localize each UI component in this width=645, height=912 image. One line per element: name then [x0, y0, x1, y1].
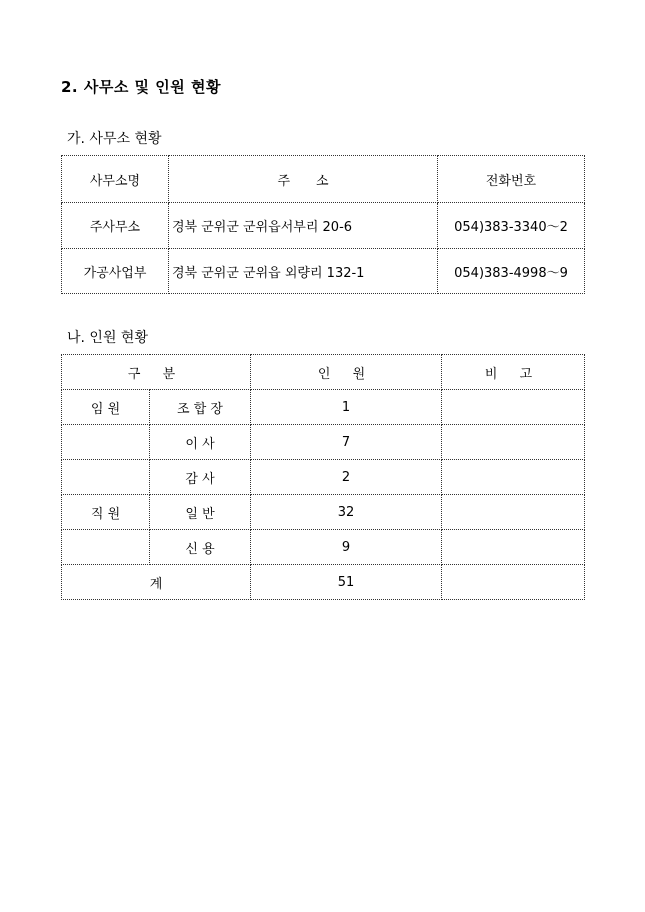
table-row: [62, 495, 585, 530]
office-table-header-row: [62, 156, 585, 203]
header-remark: 비 고: [442, 355, 585, 390]
staff-remark: [442, 460, 585, 495]
header-phone: 전화번호: [438, 156, 585, 203]
group-executive: 임 원: [62, 390, 150, 425]
role-label: 감 사: [150, 460, 251, 495]
group-executive-cont: [62, 460, 150, 495]
total-count: 51: [251, 565, 442, 600]
header-category: 구 분: [62, 355, 251, 390]
staff-count: 2: [251, 460, 442, 495]
table-row: [62, 203, 585, 249]
staff-count: 1: [251, 390, 442, 425]
staff-remark: [442, 530, 585, 565]
office-phone: 054)383-3340～2: [438, 203, 585, 249]
staff-remark: [442, 425, 585, 460]
office-table: [61, 155, 585, 294]
table-row: [62, 390, 585, 425]
office-status-heading: 가. 사무소 현황: [67, 131, 162, 147]
group-employee: 직 원: [62, 495, 150, 530]
role-label: 일 반: [150, 495, 251, 530]
table-row: [62, 460, 585, 495]
staff-table-header-row: [62, 355, 585, 390]
staff-remark: [442, 390, 585, 425]
table-row: [62, 425, 585, 460]
staff-count: 9: [251, 530, 442, 565]
section-title: 2. 사무소 및 인원 현황: [61, 78, 221, 96]
group-employee-cont: [62, 530, 150, 565]
role-label: 이 사: [150, 425, 251, 460]
staff-count: 7: [251, 425, 442, 460]
office-address: 경북 군위군 군위읍서부리 20-6: [169, 203, 438, 249]
table-row: [62, 530, 585, 565]
header-count: 인 원: [251, 355, 442, 390]
total-label: 계: [62, 565, 251, 600]
header-address: 주 소: [169, 156, 438, 203]
total-remark: [442, 565, 585, 600]
header-office-name: 사무소명: [62, 156, 169, 203]
total-row: [62, 565, 585, 600]
office-address: 경북 군위군 군위읍 외량리 132-1: [169, 249, 438, 294]
office-name: 주사무소: [62, 203, 169, 249]
staff-status-heading: 나. 인원 현황: [67, 330, 148, 346]
role-label: 조 합 장: [150, 390, 251, 425]
staff-remark: [442, 495, 585, 530]
office-phone: 054)383-4998～9: [438, 249, 585, 294]
group-executive-cont: [62, 425, 150, 460]
office-name: 가공사업부: [62, 249, 169, 294]
table-row: [62, 249, 585, 294]
staff-count: 32: [251, 495, 442, 530]
role-label: 신 용: [150, 530, 251, 565]
staff-table: [61, 354, 585, 600]
